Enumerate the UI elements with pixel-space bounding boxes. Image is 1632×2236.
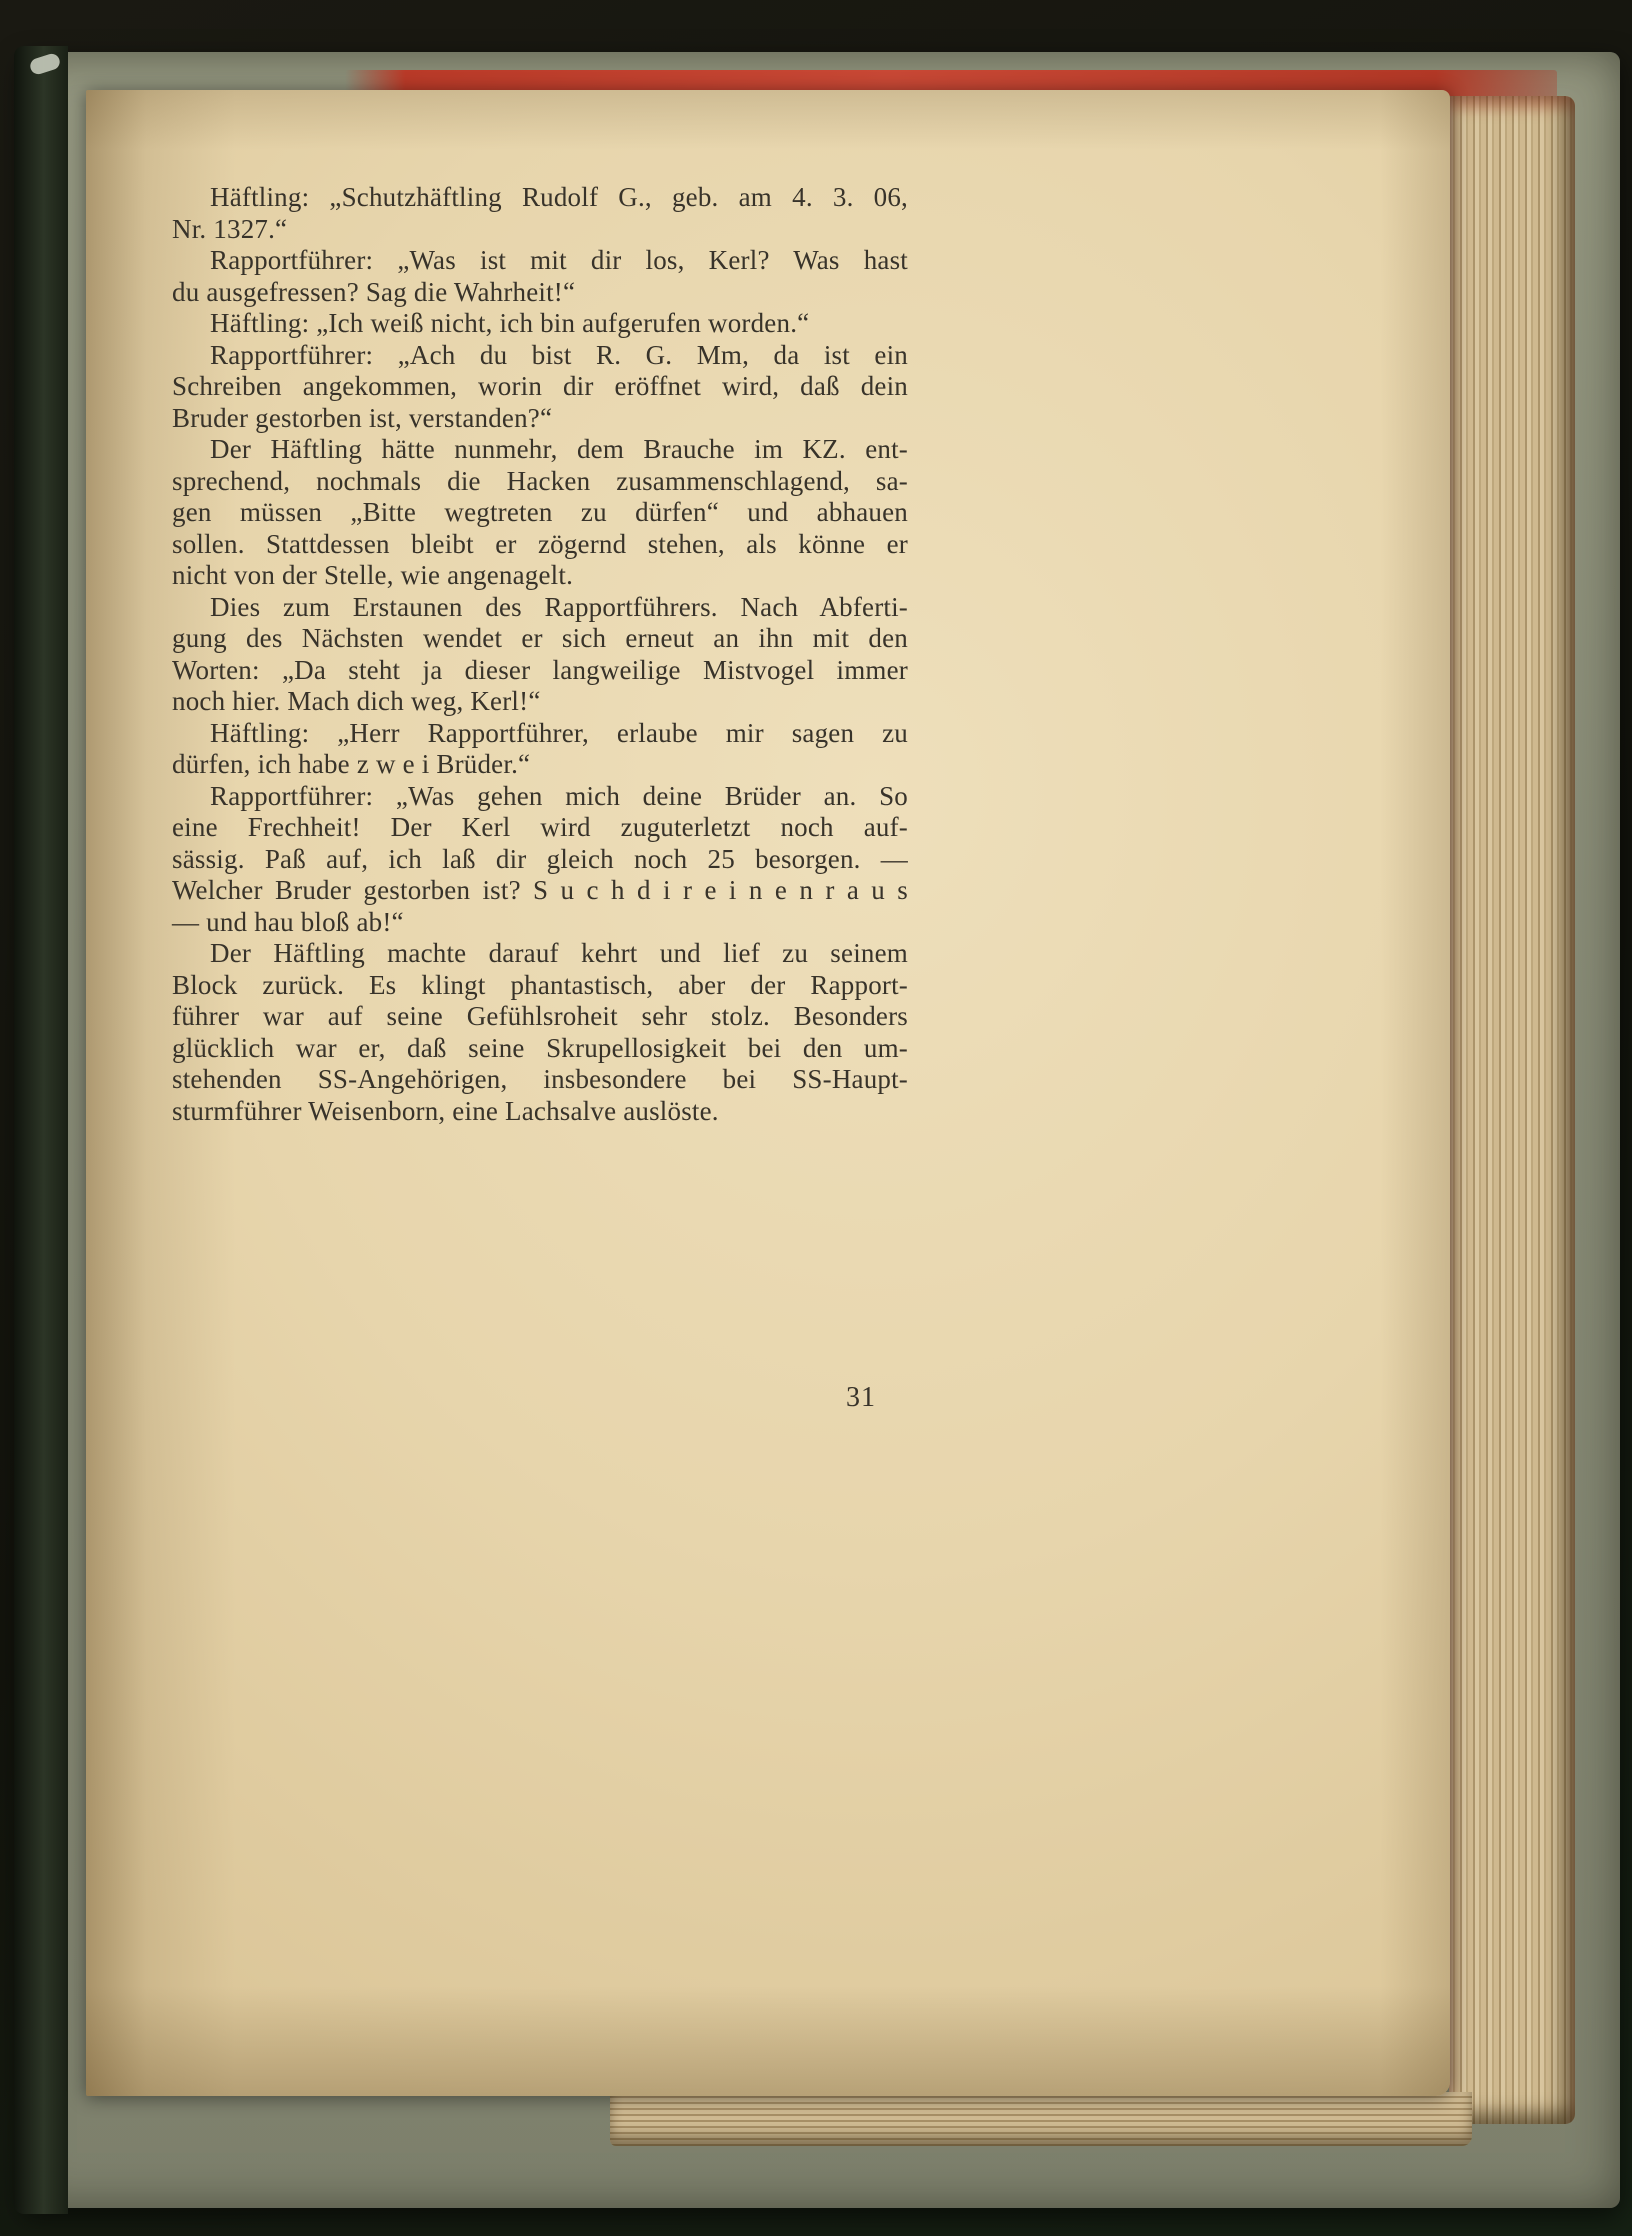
- text-line: du ausgefressen? Sag die Wahrheit!“: [172, 276, 576, 307]
- text-line: sässig. Paß auf, ich laß dir gleich noch 25 besorgen. —: [172, 843, 908, 874]
- text-line: Bruder gestorben ist, verstanden?“: [172, 402, 553, 433]
- text-line: sollen. Stattdessen bleibt er zögernd stehen, als könne er: [172, 528, 908, 559]
- text-line: Häftling: „Schutzhäftling Rudolf G., geb. am 4. 3. 06,: [210, 182, 908, 212]
- text-line: stehenden SS-Angehörigen, insbesondere bei SS-Haupt-: [172, 1064, 908, 1094]
- text-line: sprechend, nochmals die Hacken zusammenschlagend, sa-: [172, 465, 908, 496]
- text-line: Der Häftling machte darauf kehrt und lief zu seinem: [210, 938, 908, 968]
- text-line: eine Frechheit! Der Kerl wird zuguterletzt noch auf-: [172, 812, 908, 842]
- paragraph: [172, 938, 908, 1127]
- book-spine-cloth: [14, 46, 68, 2214]
- text-block: [172, 182, 908, 1127]
- text-line: gung des Nächsten wendet er sich erneut an ihn mit den: [172, 623, 908, 653]
- text-line: Block zurück. Es klingt phantastisch, aber der Rapport-: [172, 969, 908, 1000]
- text-line: gen müssen „Bitte wegtreten zu dürfen“ und abhauen: [172, 497, 908, 527]
- page-stack-bottom-edge: [610, 2092, 1472, 2146]
- text-line: — und hau bloß ab!“: [172, 906, 404, 937]
- text-line: Worten: „Da steht ja dieser langweilige Mistvogel immer: [172, 654, 908, 685]
- text-line: Häftling: „Ich weiß nicht, ich bin aufgerufen worden.“: [210, 308, 810, 338]
- text-line: führer war auf seine Gefühlsroheit sehr stolz. Besonders: [172, 1001, 908, 1031]
- paragraph: [172, 434, 908, 592]
- page-stack-right-edge: [1449, 96, 1575, 2124]
- text-line: dürfen, ich habe z w e i Brüder.“: [172, 749, 531, 779]
- text-line: Rapportführer: „Ach du bist R. G. Mm, da ist ein: [210, 339, 908, 370]
- text-line: Dies zum Erstaunen des Rapportführers. Nach Abferti-: [210, 591, 908, 622]
- text-line: Welcher Bruder gestorben ist? S u c h d i r e i n e n r a u s: [172, 875, 908, 905]
- text-line: nicht von der Stelle, wie angenagelt.: [172, 560, 574, 590]
- text-line: Rapportführer: „Was ist mit dir los, Kerl? Was hast: [210, 245, 908, 275]
- paragraph: [172, 340, 908, 435]
- text-line: Schreiben angekommen, worin dir eröffnet wird, daß dein: [172, 371, 908, 401]
- paragraph: [172, 308, 908, 340]
- text-line: Häftling: „Herr Rapportführer, erlaube mir sagen zu: [210, 717, 908, 748]
- paragraph: [172, 781, 908, 939]
- paragraph: [172, 718, 908, 781]
- text-line: noch hier. Mach dich weg, Kerl!“: [172, 686, 541, 716]
- book-page: [86, 90, 1450, 2096]
- text-line: sturmführer Weisenborn, eine Lachsalve auslöste.: [172, 1095, 719, 1126]
- paragraph: [172, 245, 908, 308]
- page-number: 31: [846, 1382, 876, 1413]
- text-line: Rapportführer: „Was gehen mich deine Brüder an. So: [210, 780, 908, 811]
- paragraph: [172, 182, 908, 245]
- text-line: glücklich war er, daß seine Skrupellosigkeit bei den um-: [172, 1032, 908, 1063]
- text-line: Nr. 1327.“: [172, 213, 288, 244]
- text-line: Der Häftling hätte nunmehr, dem Brauche im KZ. ent-: [210, 434, 908, 464]
- paragraph: [172, 592, 908, 718]
